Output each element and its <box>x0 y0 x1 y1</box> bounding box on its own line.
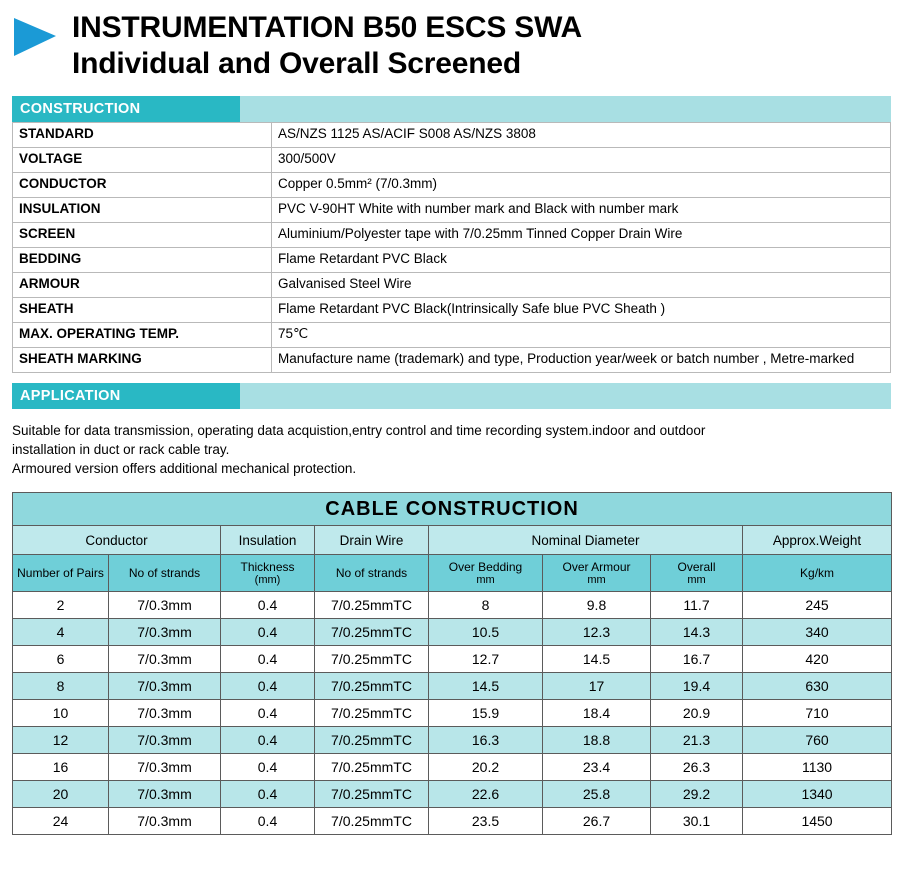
group-header-approx-weight: Approx.Weight <box>743 526 892 555</box>
cell-drain-strands: 7/0.25mmTC <box>315 754 429 781</box>
table-row <box>13 298 891 323</box>
cell-conductor-strands: 7/0.3mm <box>109 781 221 808</box>
table-row <box>13 754 892 781</box>
title-line-1: INSTRUMENTATION B50 ESCS SWA <box>72 11 582 44</box>
table-row <box>13 646 892 673</box>
cell-drain-strands: 7/0.25mmTC <box>315 673 429 700</box>
application-line-3: Armoured version offers additional mechanical protection. <box>12 461 357 476</box>
cell-pairs: 20 <box>13 781 109 808</box>
sub-header-thickness <box>221 555 315 592</box>
cell-over-bedding: 14.5 <box>429 673 543 700</box>
cell-overall: 14.3 <box>651 619 743 646</box>
sub-header-overall <box>651 555 743 592</box>
table-row <box>13 619 892 646</box>
table-row <box>13 273 891 298</box>
cell-drain-strands: 7/0.25mmTC <box>315 700 429 727</box>
table-row <box>13 198 891 223</box>
construction-key: SHEATH <box>13 298 272 323</box>
cell-drain-strands: 7/0.25mmTC <box>315 808 429 835</box>
sub-header-label: Kg/km <box>800 565 835 580</box>
cell-conductor-strands: 7/0.3mm <box>109 646 221 673</box>
cell-pairs: 10 <box>13 700 109 727</box>
cell-over-armour: 17 <box>543 673 651 700</box>
construction-key: MAX. OPERATING TEMP. <box>13 323 272 348</box>
title-line-2: Individual and Overall Screened <box>72 47 521 80</box>
cell-overall: 26.3 <box>651 754 743 781</box>
cable-construction-table <box>12 492 892 835</box>
cable-table-title: CABLE CONSTRUCTION <box>13 493 892 526</box>
section-bar-construction <box>12 96 891 122</box>
cable-sub-header-row <box>13 555 892 592</box>
cell-over-armour: 25.8 <box>543 781 651 808</box>
cell-overall: 21.3 <box>651 727 743 754</box>
construction-key: STANDARD <box>13 123 272 148</box>
section-label-construction: CONSTRUCTION <box>12 96 240 122</box>
sub-header-unit: mm <box>687 573 706 586</box>
cell-over-bedding: 12.7 <box>429 646 543 673</box>
construction-key: CONDUCTOR <box>13 173 272 198</box>
cell-weight: 760 <box>743 727 892 754</box>
construction-value: Galvanised Steel Wire <box>272 273 891 298</box>
construction-key: BEDDING <box>13 248 272 273</box>
section-label-application: APPLICATION <box>12 383 240 409</box>
sub-header-over-armour <box>543 555 651 592</box>
table-row <box>13 781 892 808</box>
cell-overall: 29.2 <box>651 781 743 808</box>
table-row <box>13 223 891 248</box>
cell-pairs: 4 <box>13 619 109 646</box>
cell-drain-strands: 7/0.25mmTC <box>315 781 429 808</box>
application-description <box>12 421 891 478</box>
construction-value: Manufacture name (trademark) and type, Production year/week or batch number , Metre-marked <box>272 348 891 373</box>
cell-over-bedding: 22.6 <box>429 781 543 808</box>
construction-key: SHEATH MARKING <box>13 348 272 373</box>
cell-over-bedding: 10.5 <box>429 619 543 646</box>
cell-overall: 11.7 <box>651 592 743 619</box>
cell-conductor-strands: 7/0.3mm <box>109 673 221 700</box>
cell-conductor-strands: 7/0.3mm <box>109 619 221 646</box>
table-row <box>13 592 892 619</box>
table-row <box>13 727 892 754</box>
cell-over-armour: 26.7 <box>543 808 651 835</box>
cable-group-header-row <box>13 526 892 555</box>
construction-key: VOLTAGE <box>13 148 272 173</box>
cell-weight: 420 <box>743 646 892 673</box>
sub-header-unit: mm <box>476 573 495 586</box>
application-line-2: installation in duct or rack cable tray. <box>12 442 230 457</box>
cell-weight: 1130 <box>743 754 892 781</box>
group-header-conductor: Conductor <box>13 526 221 555</box>
cell-conductor-strands: 7/0.3mm <box>109 808 221 835</box>
sub-header-unit: (mm) <box>254 573 281 586</box>
cell-over-bedding: 15.9 <box>429 700 543 727</box>
sub-header-conductor-strands <box>109 555 221 592</box>
cell-thickness: 0.4 <box>221 700 315 727</box>
cell-pairs: 8 <box>13 673 109 700</box>
cell-conductor-strands: 7/0.3mm <box>109 700 221 727</box>
sub-header-label: Over Bedding <box>448 559 523 574</box>
group-header-insulation: Insulation <box>221 526 315 555</box>
cell-weight: 710 <box>743 700 892 727</box>
cell-thickness: 0.4 <box>221 592 315 619</box>
cell-over-armour: 12.3 <box>543 619 651 646</box>
cable-table-title-row <box>13 493 892 526</box>
cell-weight: 630 <box>743 673 892 700</box>
construction-value: PVC V-90HT White with number mark and Black with number mark <box>272 198 891 223</box>
sub-header-label: Thickness <box>240 559 295 574</box>
table-row <box>13 700 892 727</box>
cell-overall: 20.9 <box>651 700 743 727</box>
construction-key: ARMOUR <box>13 273 272 298</box>
triangle-right-icon <box>12 10 66 58</box>
sub-header-weight <box>743 555 892 592</box>
section-bar-fill <box>240 96 891 122</box>
cell-weight: 245 <box>743 592 892 619</box>
cell-weight: 1450 <box>743 808 892 835</box>
sub-header-label: Number of Pairs <box>17 565 104 580</box>
sub-header-unit: mm <box>587 573 606 586</box>
cell-over-bedding: 16.3 <box>429 727 543 754</box>
cell-thickness: 0.4 <box>221 781 315 808</box>
application-line-1: Suitable for data transmission, operating data acquistion,entry control and time recording system.indoor and outdoor <box>12 423 706 438</box>
cell-pairs: 16 <box>13 754 109 781</box>
cell-thickness: 0.4 <box>221 673 315 700</box>
sub-header-drain-strands <box>315 555 429 592</box>
cell-conductor-strands: 7/0.3mm <box>109 727 221 754</box>
construction-key: SCREEN <box>13 223 272 248</box>
cell-thickness: 0.4 <box>221 646 315 673</box>
cell-pairs: 6 <box>13 646 109 673</box>
table-row <box>13 173 891 198</box>
cell-thickness: 0.4 <box>221 808 315 835</box>
construction-key: INSULATION <box>13 198 272 223</box>
cell-pairs: 24 <box>13 808 109 835</box>
table-row <box>13 248 891 273</box>
construction-value: Flame Retardant PVC Black <box>272 248 891 273</box>
cell-pairs: 12 <box>13 727 109 754</box>
cell-overall: 16.7 <box>651 646 743 673</box>
cell-over-bedding: 20.2 <box>429 754 543 781</box>
cell-over-armour: 14.5 <box>543 646 651 673</box>
cell-conductor-strands: 7/0.3mm <box>109 592 221 619</box>
cell-overall: 19.4 <box>651 673 743 700</box>
table-row <box>13 123 891 148</box>
sub-header-label: Overall <box>677 559 716 574</box>
table-row <box>13 323 891 348</box>
cell-over-bedding: 8 <box>429 592 543 619</box>
table-row <box>13 673 892 700</box>
page-title <box>66 10 582 82</box>
construction-value: Flame Retardant PVC Black(Intrinsically Safe blue PVC Sheath ) <box>272 298 891 323</box>
construction-table <box>12 122 891 373</box>
construction-value: AS/NZS 1125 AS/ACIF S008 AS/NZS 3808 <box>272 123 891 148</box>
page-header <box>12 0 891 92</box>
construction-value: 300/500V <box>272 148 891 173</box>
sub-header-number-of-pairs <box>13 555 109 592</box>
cell-weight: 340 <box>743 619 892 646</box>
cell-over-armour: 18.4 <box>543 700 651 727</box>
sub-header-over-bedding <box>429 555 543 592</box>
cable-construction-section <box>12 492 891 835</box>
cell-over-armour: 18.8 <box>543 727 651 754</box>
construction-value: 75℃ <box>272 323 891 348</box>
cell-pairs: 2 <box>13 592 109 619</box>
cell-thickness: 0.4 <box>221 727 315 754</box>
sub-header-label: No of strands <box>128 565 201 580</box>
cell-drain-strands: 7/0.25mmTC <box>315 646 429 673</box>
cell-over-bedding: 23.5 <box>429 808 543 835</box>
sub-header-label: No of strands <box>335 565 408 580</box>
cell-conductor-strands: 7/0.3mm <box>109 754 221 781</box>
cell-drain-strands: 7/0.25mmTC <box>315 592 429 619</box>
sub-header-label: Over Armour <box>562 559 631 574</box>
cell-over-armour: 9.8 <box>543 592 651 619</box>
construction-value: Aluminium/Polyester tape with 7/0.25mm Tinned Copper Drain Wire <box>272 223 891 248</box>
section-bar-fill <box>240 383 891 409</box>
cell-thickness: 0.4 <box>221 754 315 781</box>
section-bar-application <box>12 383 891 409</box>
group-header-drain-wire: Drain Wire <box>315 526 429 555</box>
table-row <box>13 808 892 835</box>
table-row <box>13 348 891 373</box>
cell-thickness: 0.4 <box>221 619 315 646</box>
cell-overall: 30.1 <box>651 808 743 835</box>
cell-over-armour: 23.4 <box>543 754 651 781</box>
cell-weight: 1340 <box>743 781 892 808</box>
cell-drain-strands: 7/0.25mmTC <box>315 727 429 754</box>
group-header-nominal-diameter: Nominal Diameter <box>429 526 743 555</box>
cell-drain-strands: 7/0.25mmTC <box>315 619 429 646</box>
table-row <box>13 148 891 173</box>
construction-value: Copper 0.5mm² (7/0.3mm) <box>272 173 891 198</box>
